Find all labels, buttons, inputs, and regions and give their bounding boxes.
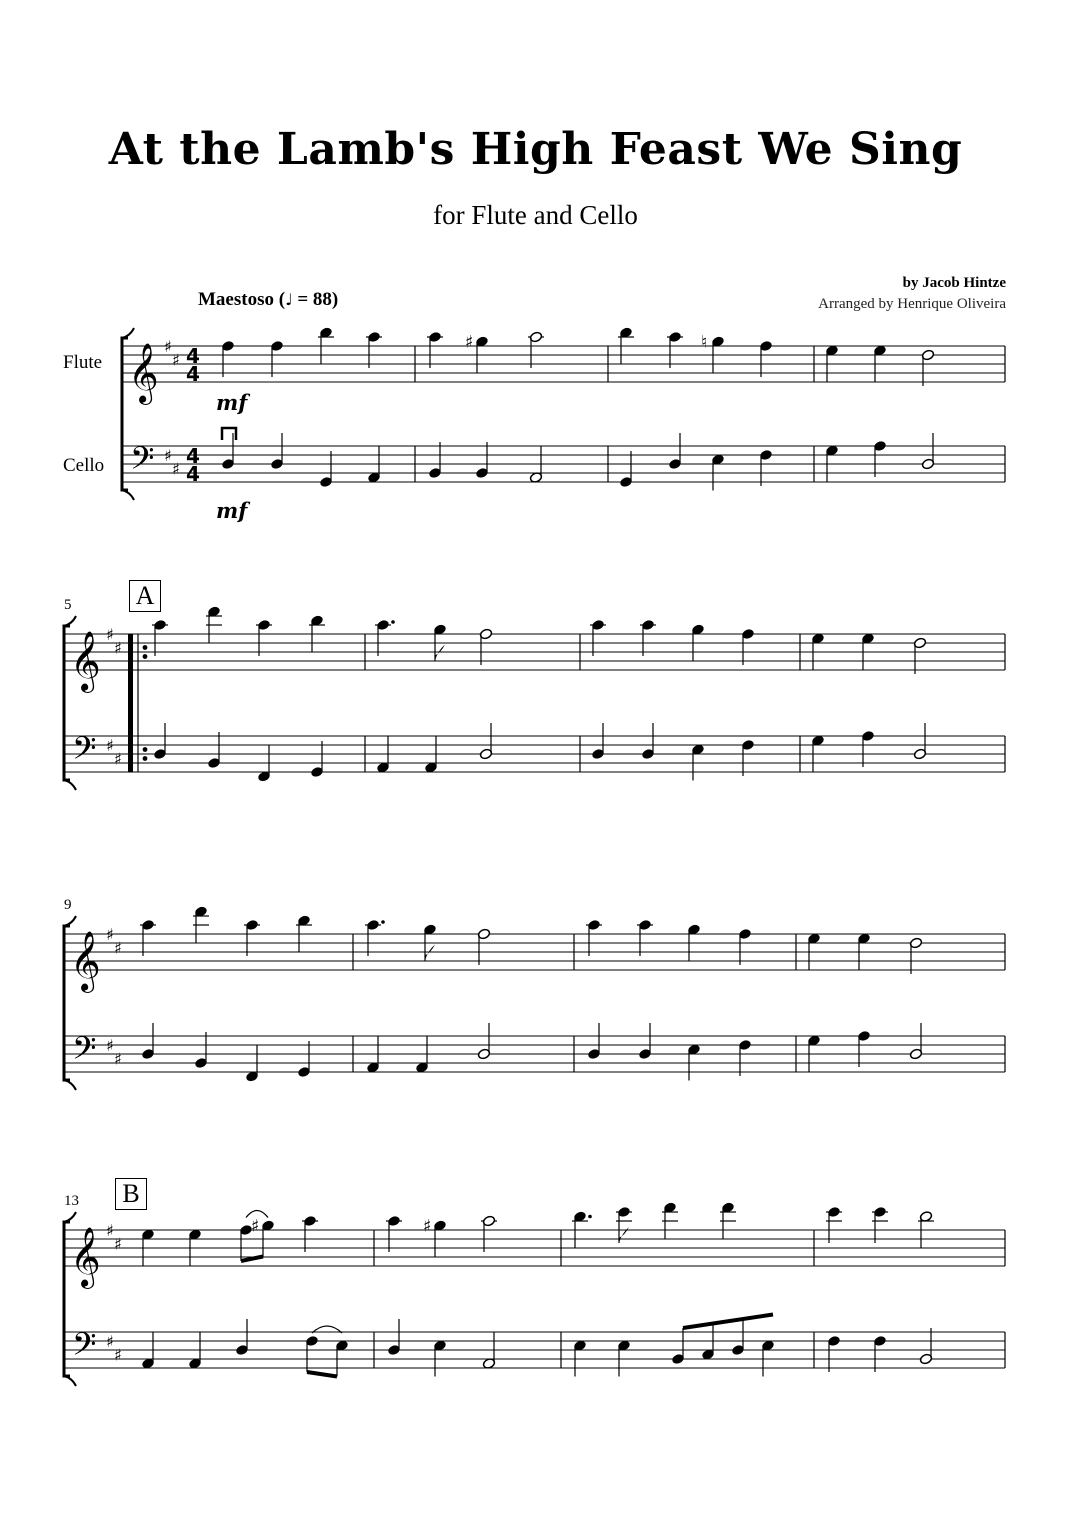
augmentation-dot xyxy=(391,620,395,624)
treble-clef-icon: 𝄞 xyxy=(128,343,159,403)
sharp-accidental: ♯ xyxy=(465,332,474,353)
repeat-thick-barline xyxy=(128,634,133,772)
time-signature-numerator: 4 xyxy=(186,344,200,368)
repeat-dot xyxy=(143,645,148,650)
rehearsal-mark-b: B xyxy=(115,1178,147,1210)
key-signature-sharp: ♯ xyxy=(172,459,180,479)
down-bow-icon xyxy=(222,428,236,440)
time-signature-denominator: 4 xyxy=(186,462,200,486)
bass-clef-icon: 𝄢 xyxy=(72,1030,97,1074)
tempo-word: Maestoso xyxy=(198,289,274,310)
score-title: At the Lamb's High Feast We Sing xyxy=(108,124,963,175)
eighth-flag xyxy=(619,1227,629,1243)
augmentation-dot xyxy=(588,1215,592,1219)
key-signature-sharp: ♯ xyxy=(106,925,114,944)
system-4 xyxy=(64,1202,1005,1386)
sharp-accidental: ♯ xyxy=(423,1216,432,1237)
measure-number: 5 xyxy=(64,597,72,613)
key-signature-sharp: ♯ xyxy=(106,1332,114,1351)
sharp-accidental: ♯ xyxy=(251,1216,260,1237)
key-signature-sharp: ♯ xyxy=(164,337,172,356)
repeat-dot xyxy=(143,654,148,659)
key-signature-sharp: ♯ xyxy=(106,625,114,644)
key-signature-sharp: ♯ xyxy=(172,350,180,370)
bass-clef-icon: 𝄢 xyxy=(72,1326,97,1370)
treble-clef-icon: 𝄞 xyxy=(70,631,101,691)
key-signature-sharp: ♯ xyxy=(106,1221,114,1240)
key-signature-sharp: ♯ xyxy=(114,638,122,658)
key-signature-sharp: ♯ xyxy=(114,1049,122,1069)
repeat-dot xyxy=(143,747,148,752)
system-1 xyxy=(122,327,1005,523)
tempo-open-paren: ( xyxy=(278,289,286,310)
rehearsal-mark-a: A xyxy=(129,580,161,612)
composer-credit: by Jacob Hintze xyxy=(902,275,1006,291)
note-beam xyxy=(307,1372,337,1377)
time-signature-denominator: 4 xyxy=(186,362,200,386)
score-subtitle: for Flute and Cello xyxy=(433,200,638,230)
arranger-credit: Arranged by Henrique Oliveira xyxy=(818,296,1006,312)
key-signature-sharp: ♯ xyxy=(114,1234,122,1254)
time-signature-numerator: 4 xyxy=(186,444,200,468)
key-signature-sharp: ♯ xyxy=(114,938,122,958)
treble-clef-icon: 𝄞 xyxy=(70,1227,101,1287)
dynamic-marking-flute: mf xyxy=(216,390,248,415)
instrument-label-flute: Flute xyxy=(63,352,103,373)
repeat-dot xyxy=(143,756,148,761)
measure-number: 9 xyxy=(64,897,72,913)
augmentation-dot xyxy=(381,920,385,924)
natural-accidental: ♮ xyxy=(701,332,708,353)
note-beam xyxy=(683,1315,773,1329)
bass-clef-icon: 𝄢 xyxy=(130,440,155,484)
key-signature-sharp: ♯ xyxy=(106,1036,114,1055)
instrument-label-cello: Cello xyxy=(63,455,105,476)
tempo-value: = 88) xyxy=(297,289,339,310)
dynamic-marking-cello: mf xyxy=(216,498,248,523)
key-signature-sharp: ♯ xyxy=(114,749,122,769)
system-2 xyxy=(64,606,1005,790)
bass-clef-icon: 𝄢 xyxy=(72,730,97,774)
treble-clef-icon: 𝄞 xyxy=(70,931,101,991)
key-signature-sharp: ♯ xyxy=(164,446,172,465)
system-3 xyxy=(64,906,1005,1090)
quarter-note-icon: ♩ xyxy=(285,290,293,309)
key-signature-sharp: ♯ xyxy=(114,1345,122,1365)
measure-number: 13 xyxy=(64,1193,79,1209)
key-signature-sharp: ♯ xyxy=(106,736,114,755)
